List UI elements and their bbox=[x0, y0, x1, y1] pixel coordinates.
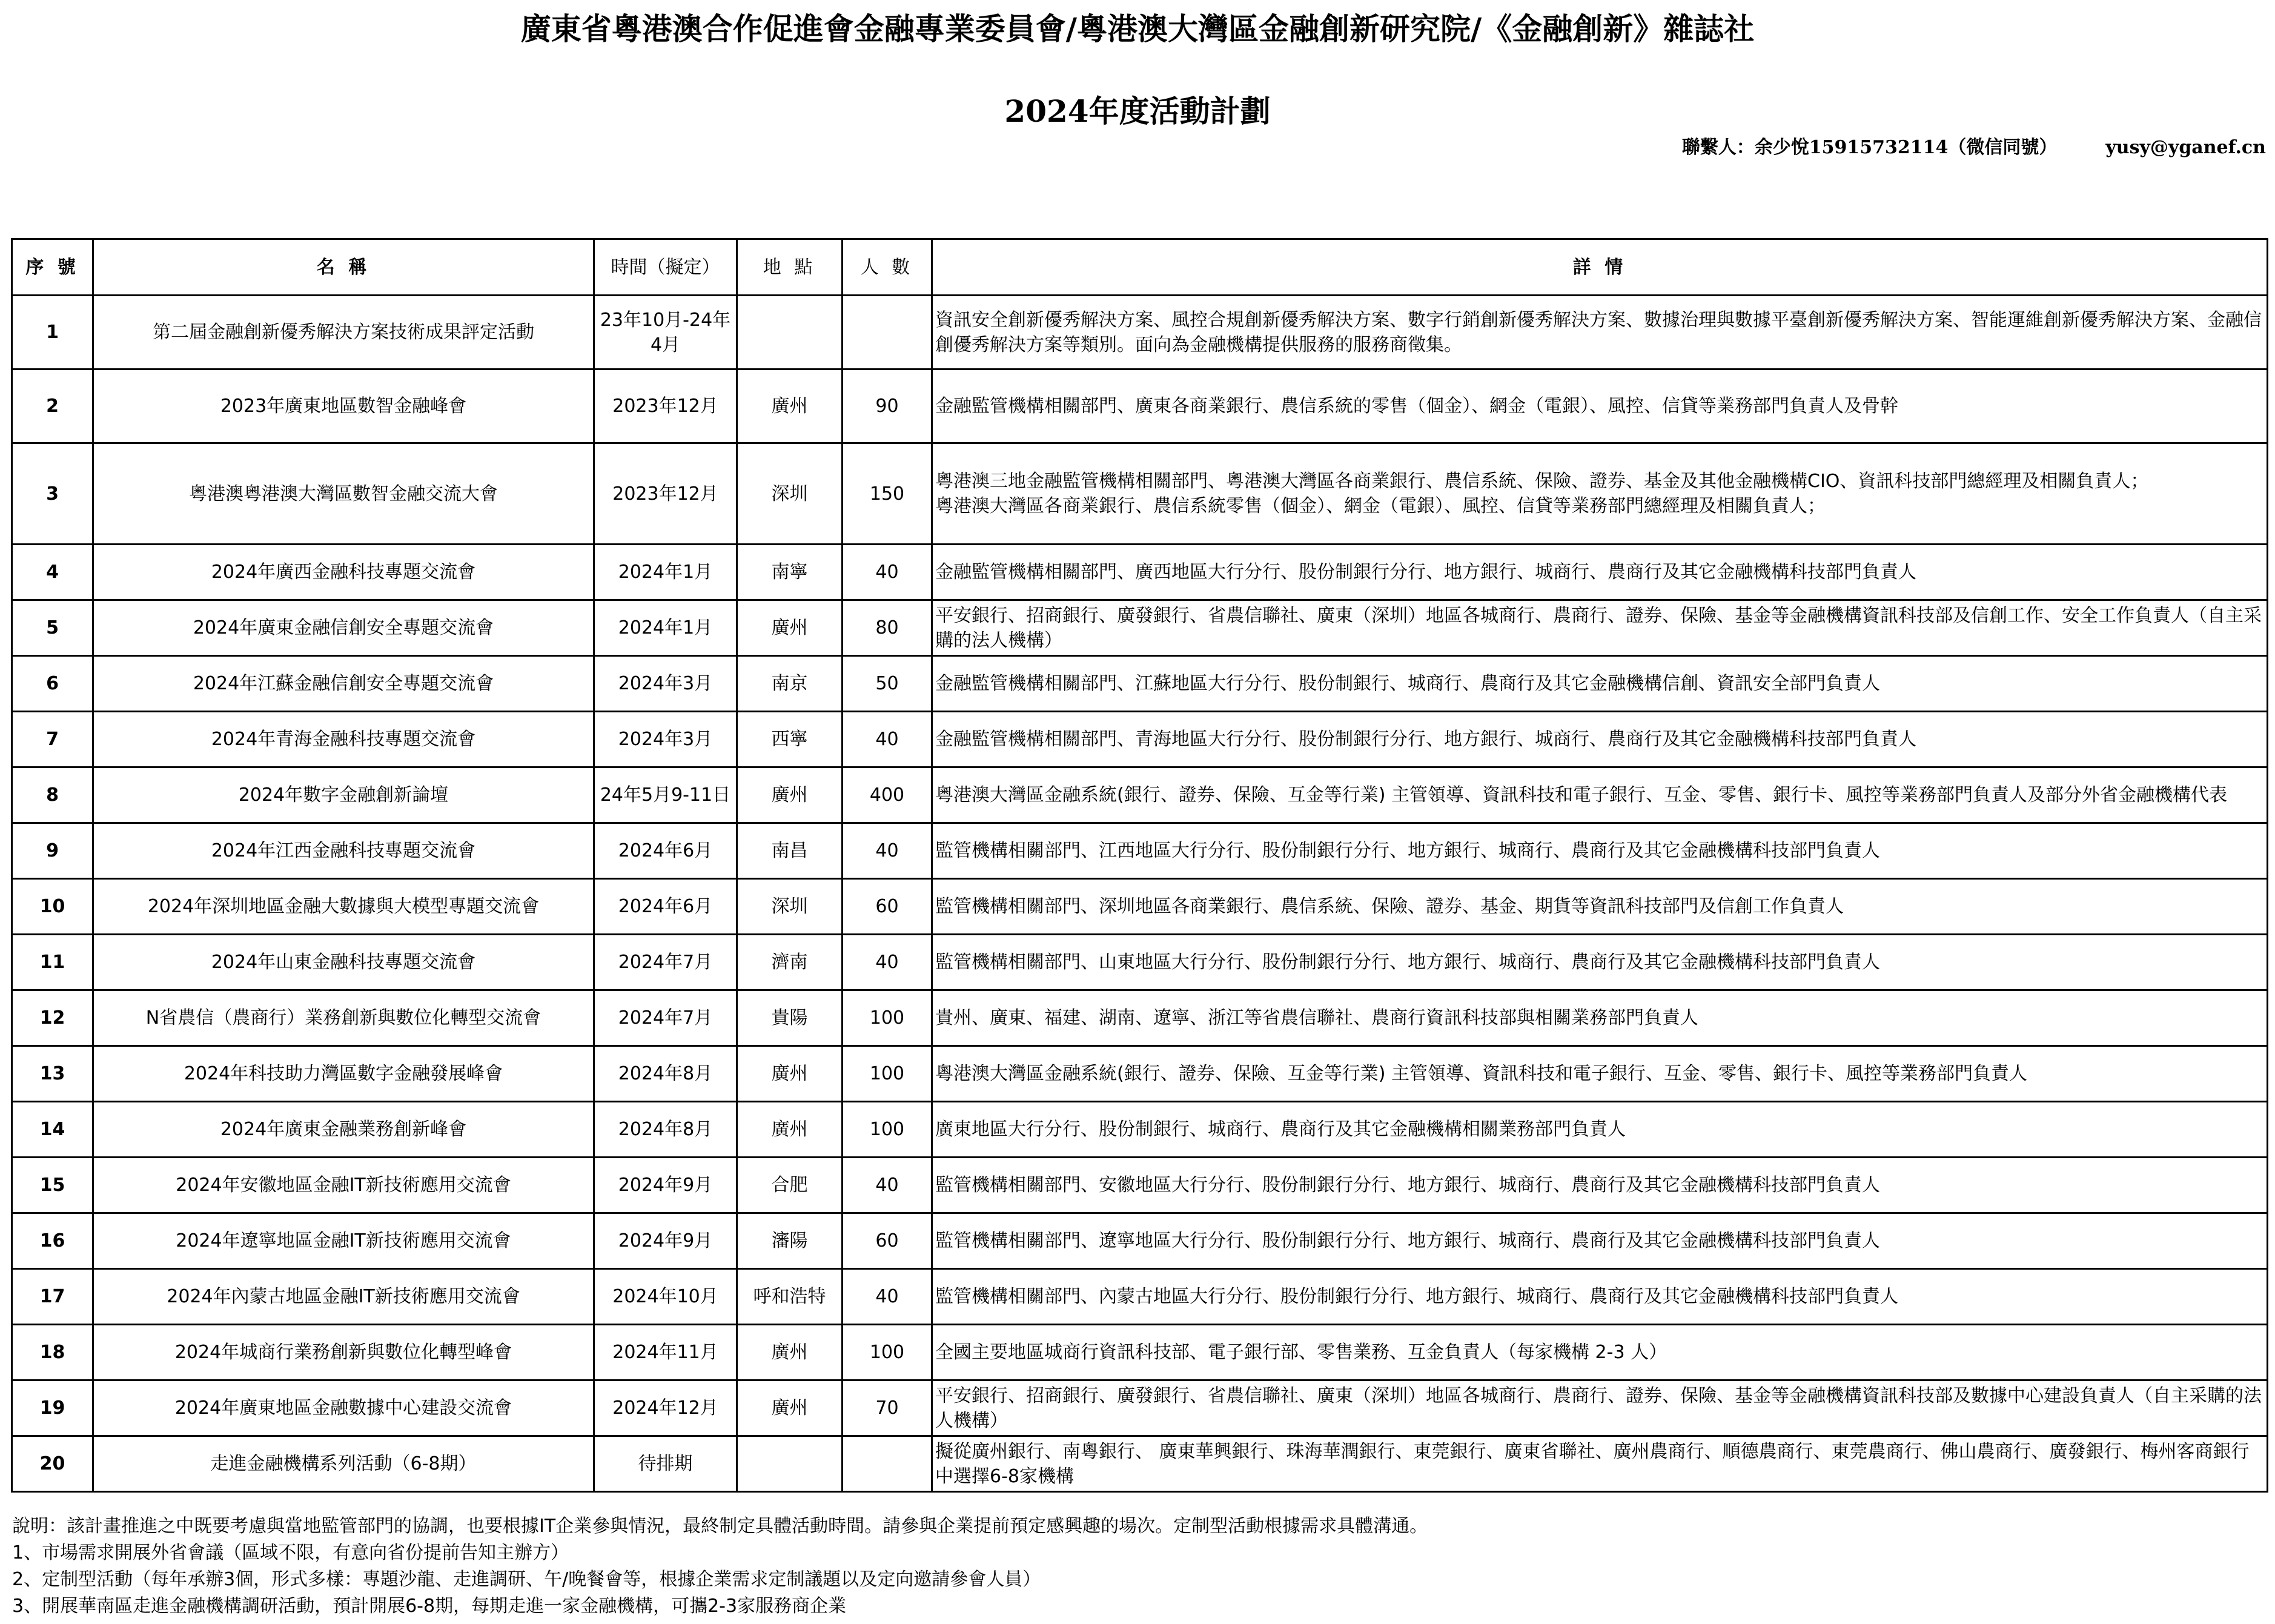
row-place: 廣州 bbox=[737, 1380, 843, 1436]
footnote-item: 1、市場需求開展外省會議（區域不限，有意向省份提前告知主辦方） bbox=[12, 1542, 569, 1563]
row-time: 2023年12月 bbox=[594, 370, 737, 443]
row-time: 2024年9月 bbox=[594, 1213, 737, 1269]
table-row bbox=[12, 879, 2268, 935]
row-detail: 金融監管機構相關部門、江蘇地區大行分行、股份制銀行、城商行、農商行及其它金融機構信創、資訊安全部門負責人 bbox=[932, 656, 2268, 712]
row-detail: 貴州、廣東、福建、湖南、遼寧、浙江等省農信聯社、農商行資訊科技部與相關業務部門負責人 bbox=[932, 990, 2268, 1046]
row-no: 10 bbox=[12, 879, 93, 935]
row-detail: 金融監管機構相關部門、廣西地區大行分行、股份制銀行分行、地方銀行、城商行、農商行及其它金融機構科技部門負責人 bbox=[932, 545, 2268, 600]
table-row bbox=[12, 1380, 2268, 1436]
row-detail bbox=[932, 443, 2268, 545]
row-name: 2024年科技助力灣區數字金融發展峰會 bbox=[93, 1046, 594, 1102]
table-row bbox=[12, 296, 2268, 370]
row-count: 80 bbox=[843, 600, 932, 656]
row-detail: 平安銀行、招商銀行、廣發銀行、省農信聯社、廣東（深圳）地區各城商行、農商行、證券、保險、基金等金融機構資訊科技部及數據中心建設負責人（自主采購的法人機構） bbox=[932, 1380, 2268, 1436]
row-count: 40 bbox=[843, 1269, 932, 1325]
row-detail: 粵港澳大灣區金融系統(銀行、證券、保險、互金等行業) 主管領導、資訊科技和電子銀行、互金、零售、銀行卡、風控等業務部門負責人 bbox=[932, 1046, 2268, 1102]
row-no: 15 bbox=[12, 1158, 93, 1213]
row-no: 2 bbox=[12, 370, 93, 443]
contact-email: yusy@yganef.cn bbox=[2105, 137, 2266, 158]
row-time: 2024年6月 bbox=[594, 879, 737, 935]
row-no: 14 bbox=[12, 1102, 93, 1158]
row-name: 2024年廣東金融業務創新峰會 bbox=[93, 1102, 594, 1158]
row-place: 廣州 bbox=[737, 767, 843, 823]
row-no: 7 bbox=[12, 712, 93, 767]
table-row bbox=[12, 1436, 2268, 1492]
row-count: 60 bbox=[843, 879, 932, 935]
table-row bbox=[12, 443, 2268, 545]
row-count: 100 bbox=[843, 1102, 932, 1158]
row-no: 8 bbox=[12, 767, 93, 823]
table-row bbox=[12, 767, 2268, 823]
row-name: N省農信（農商行）業務創新與數位化轉型交流會 bbox=[93, 990, 594, 1046]
row-name: 2024年數字金融創新論壇 bbox=[93, 767, 594, 823]
row-no: 13 bbox=[12, 1046, 93, 1102]
row-detail: 監管機構相關部門、山東地區大行分行、股份制銀行分行、地方銀行、城商行、農商行及其它金融機構科技部門負責人 bbox=[932, 935, 2268, 990]
row-detail: 粵港澳大灣區金融系統(銀行、證券、保險、互金等行業) 主管領導、資訊科技和電子銀行、互金、零售、銀行卡、風控等業務部門負責人及部分外省金融機構代表 bbox=[932, 767, 2268, 823]
row-place: 廣州 bbox=[737, 1325, 843, 1380]
row-no: 3 bbox=[12, 443, 93, 545]
footnote-explanation: 說明：該計畫推進之中既要考慮與當地監管部門的協調，也要根據IT企業參與情況，最終制定具體活動時間。請參與企業提前預定感興趣的場次。定制型活動根據需求具體溝通。 bbox=[12, 1516, 1428, 1537]
row-no: 1 bbox=[12, 296, 93, 370]
row-time: 2024年8月 bbox=[594, 1046, 737, 1102]
row-no: 6 bbox=[12, 656, 93, 712]
row-time: 2024年6月 bbox=[594, 823, 737, 879]
table-row bbox=[12, 545, 2268, 600]
row-name: 2023年廣東地區數智金融峰會 bbox=[93, 370, 594, 443]
row-place: 廣州 bbox=[737, 1102, 843, 1158]
row-no: 17 bbox=[12, 1269, 93, 1325]
row-detail: 擬從廣州銀行、南粵銀行、 廣東華興銀行、珠海華潤銀行、東莞銀行、廣東省聯社、廣州農商行、順德農商行、東莞農商行、佛山農商行、廣發銀行、梅州客商銀行中選擇6-8家機構 bbox=[932, 1436, 2268, 1492]
row-time: 2024年1月 bbox=[594, 600, 737, 656]
row-count: 50 bbox=[843, 656, 932, 712]
row-detail: 監管機構相關部門、內蒙古地區大行分行、股份制銀行分行、地方銀行、城商行、農商行及其它金融機構科技部門負責人 bbox=[932, 1269, 2268, 1325]
row-place bbox=[737, 296, 843, 370]
row-time: 2023年12月 bbox=[594, 443, 737, 545]
row-count: 40 bbox=[843, 545, 932, 600]
row-count bbox=[843, 1436, 932, 1492]
row-count: 100 bbox=[843, 990, 932, 1046]
row-no: 11 bbox=[12, 935, 93, 990]
row-place: 合肥 bbox=[737, 1158, 843, 1213]
table-row bbox=[12, 935, 2268, 990]
row-place: 南寧 bbox=[737, 545, 843, 600]
row-place: 濟南 bbox=[737, 935, 843, 990]
row-detail: 監管機構相關部門、遼寧地區大行分行、股份制銀行分行、地方銀行、城商行、農商行及其它金融機構科技部門負責人 bbox=[932, 1213, 2268, 1269]
row-place: 廣州 bbox=[737, 1046, 843, 1102]
row-count: 40 bbox=[843, 1158, 932, 1213]
table-row bbox=[12, 823, 2268, 879]
row-no: 19 bbox=[12, 1380, 93, 1436]
row-time: 2024年12月 bbox=[594, 1380, 737, 1436]
row-count: 70 bbox=[843, 1380, 932, 1436]
row-detail: 監管機構相關部門、江西地區大行分行、股份制銀行分行、地方銀行、城商行、農商行及其它金融機構科技部門負責人 bbox=[932, 823, 2268, 879]
row-count: 400 bbox=[843, 767, 932, 823]
row-name: 2024年深圳地區金融大數據與大模型專題交流會 bbox=[93, 879, 594, 935]
table-row bbox=[12, 600, 2268, 656]
row-detail: 金融監管機構相關部門、廣東各商業銀行、農信系統的零售（個金）、網金（電銀）、風控、信貸等業務部門負責人及骨幹 bbox=[932, 370, 2268, 443]
row-place: 深圳 bbox=[737, 443, 843, 545]
row-count: 150 bbox=[843, 443, 932, 545]
row-detail: 資訊安全創新優秀解決方案、風控合規創新優秀解決方案、數字行銷創新優秀解決方案、數據治理與數據平臺創新優秀解決方案、智能運維創新優秀解決方案、金融信創優秀解決方案等類別。面向為金融機構提供服務的服務商徵集。 bbox=[932, 296, 2268, 370]
row-name: 2024年江蘇金融信創安全專題交流會 bbox=[93, 656, 594, 712]
row-place: 呼和浩特 bbox=[737, 1269, 843, 1325]
document-title: 廣東省粵港澳合作促進會金融專業委員會/粵港澳大灣區金融創新研究院/《金融創新》雜誌社 bbox=[520, 11, 1755, 47]
table-row bbox=[12, 370, 2268, 443]
row-name: 2024年江西金融科技專題交流會 bbox=[93, 823, 594, 879]
row-detail: 廣東地區大行分行、股份制銀行、城商行、農商行及其它金融機構相關業務部門負責人 bbox=[932, 1102, 2268, 1158]
header-place: 地 點 bbox=[737, 239, 843, 296]
row-time: 24年5月9-11日 bbox=[594, 767, 737, 823]
row-place: 南京 bbox=[737, 656, 843, 712]
row-place: 廣州 bbox=[737, 600, 843, 656]
contact-person: 聯繫人：余少悅15915732114（微信同號） bbox=[1681, 137, 2058, 158]
row-count bbox=[843, 296, 932, 370]
row-count: 60 bbox=[843, 1213, 932, 1269]
table-row bbox=[12, 1325, 2268, 1380]
row-name: 粵港澳粵港澳大灣區數智金融交流大會 bbox=[93, 443, 594, 545]
header-no: 序 號 bbox=[12, 239, 93, 296]
row-detail-line: 粵港澳三地金融監管機構相關部門、粵港澳大灣區各商業銀行、農信系統、保險、證券、基金及其他金融機構CIO、資訊科技部門總經理及相關負責人； bbox=[935, 471, 2149, 492]
row-place: 南昌 bbox=[737, 823, 843, 879]
row-time: 2024年1月 bbox=[594, 545, 737, 600]
row-time: 待排期 bbox=[594, 1436, 737, 1492]
row-detail-line: 粵港澳大灣區各商業銀行、農信系統零售（個金）、網金（電銀）、風控、信貸等業務部門總經理及相關負責人； bbox=[935, 495, 1826, 517]
row-no: 12 bbox=[12, 990, 93, 1046]
row-time: 23年10月-24年4月 bbox=[594, 296, 737, 370]
header-count: 人 數 bbox=[843, 239, 932, 296]
row-time: 2024年11月 bbox=[594, 1325, 737, 1380]
row-place: 瀋陽 bbox=[737, 1213, 843, 1269]
row-count: 100 bbox=[843, 1046, 932, 1102]
row-name: 2024年廣西金融科技專題交流會 bbox=[93, 545, 594, 600]
row-time: 2024年7月 bbox=[594, 990, 737, 1046]
table-row bbox=[12, 1046, 2268, 1102]
row-name: 2024年城商行業務創新與數位化轉型峰會 bbox=[93, 1325, 594, 1380]
table-row bbox=[12, 990, 2268, 1046]
footnote-item: 2、定制型活動（每年承辦3個，形式多樣：專題沙龍、走進調研、午/晚餐會等，根據企業需求定制議題以及定向邀請參會人員） bbox=[12, 1569, 1041, 1590]
row-time: 2024年3月 bbox=[594, 712, 737, 767]
footnotes bbox=[12, 1513, 1428, 1620]
row-name: 第二屆金融創新優秀解決方案技術成果評定活動 bbox=[93, 296, 594, 370]
row-place: 西寧 bbox=[737, 712, 843, 767]
row-time: 2024年10月 bbox=[594, 1269, 737, 1325]
table-row bbox=[12, 1213, 2268, 1269]
row-place: 廣州 bbox=[737, 370, 843, 443]
row-count: 100 bbox=[843, 1325, 932, 1380]
row-name: 2024年廣東地區金融數據中心建設交流會 bbox=[93, 1380, 594, 1436]
row-no: 16 bbox=[12, 1213, 93, 1269]
table-header-row bbox=[12, 239, 2268, 296]
row-no: 5 bbox=[12, 600, 93, 656]
table-row bbox=[12, 1269, 2268, 1325]
row-no: 18 bbox=[12, 1325, 93, 1380]
row-detail: 監管機構相關部門、安徽地區大行分行、股份制銀行分行、地方銀行、城商行、農商行及其它金融機構科技部門負責人 bbox=[932, 1158, 2268, 1213]
table-row bbox=[12, 1158, 2268, 1213]
row-name: 2024年遼寧地區金融IT新技術應用交流會 bbox=[93, 1213, 594, 1269]
row-no: 20 bbox=[12, 1436, 93, 1492]
header-time: 時間（擬定） bbox=[594, 239, 737, 296]
header-detail: 詳 情 bbox=[932, 239, 2268, 296]
row-detail: 監管機構相關部門、深圳地區各商業銀行、農信系統、保險、證券、基金、期貨等資訊科技部門及信創工作負責人 bbox=[932, 879, 2268, 935]
table-row bbox=[12, 712, 2268, 767]
row-detail: 金融監管機構相關部門、青海地區大行分行、股份制銀行分行、地方銀行、城商行、農商行及其它金融機構科技部門負責人 bbox=[932, 712, 2268, 767]
row-name: 2024年山東金融科技專題交流會 bbox=[93, 935, 594, 990]
table-row bbox=[12, 656, 2268, 712]
row-no: 9 bbox=[12, 823, 93, 879]
row-time: 2024年9月 bbox=[594, 1158, 737, 1213]
row-count: 40 bbox=[843, 823, 932, 879]
row-count: 40 bbox=[843, 935, 932, 990]
row-count: 90 bbox=[843, 370, 932, 443]
row-name: 2024年內蒙古地區金融IT新技術應用交流會 bbox=[93, 1269, 594, 1325]
row-time: 2024年7月 bbox=[594, 935, 737, 990]
document-subtitle: 2024年度活動計劃 bbox=[1004, 93, 1271, 129]
row-name: 2024年安徽地區金融IT新技術應用交流會 bbox=[93, 1158, 594, 1213]
row-count: 40 bbox=[843, 712, 932, 767]
row-time: 2024年3月 bbox=[594, 656, 737, 712]
header-name: 名 稱 bbox=[93, 239, 594, 296]
row-time: 2024年8月 bbox=[594, 1102, 737, 1158]
row-place: 深圳 bbox=[737, 879, 843, 935]
table-row bbox=[12, 1102, 2268, 1158]
row-place: 貴陽 bbox=[737, 990, 843, 1046]
row-name: 2024年廣東金融信創安全專題交流會 bbox=[93, 600, 594, 656]
row-name: 2024年青海金融科技專題交流會 bbox=[93, 712, 594, 767]
activity-plan-table bbox=[11, 238, 2268, 1493]
row-place bbox=[737, 1436, 843, 1492]
contact-line bbox=[1682, 134, 2266, 161]
footnote-item: 3、開展華南區走進金融機構調研活動，預計開展6-8期，每期走進一家金融機構，可攜2-3家服務商企業 bbox=[12, 1596, 847, 1617]
row-no: 4 bbox=[12, 545, 93, 600]
row-detail: 平安銀行、招商銀行、廣發銀行、省農信聯社、廣東（深圳）地區各城商行、農商行、證券、保險、基金等金融機構資訊科技部及信創工作、安全工作負責人（自主采購的法人機構） bbox=[932, 600, 2268, 656]
row-name: 走進金融機構系列活動（6-8期） bbox=[93, 1436, 594, 1492]
row-detail: 全國主要地區城商行資訊科技部、電子銀行部、零售業務、互金負責人（每家機構 2-3 人） bbox=[932, 1325, 2268, 1380]
